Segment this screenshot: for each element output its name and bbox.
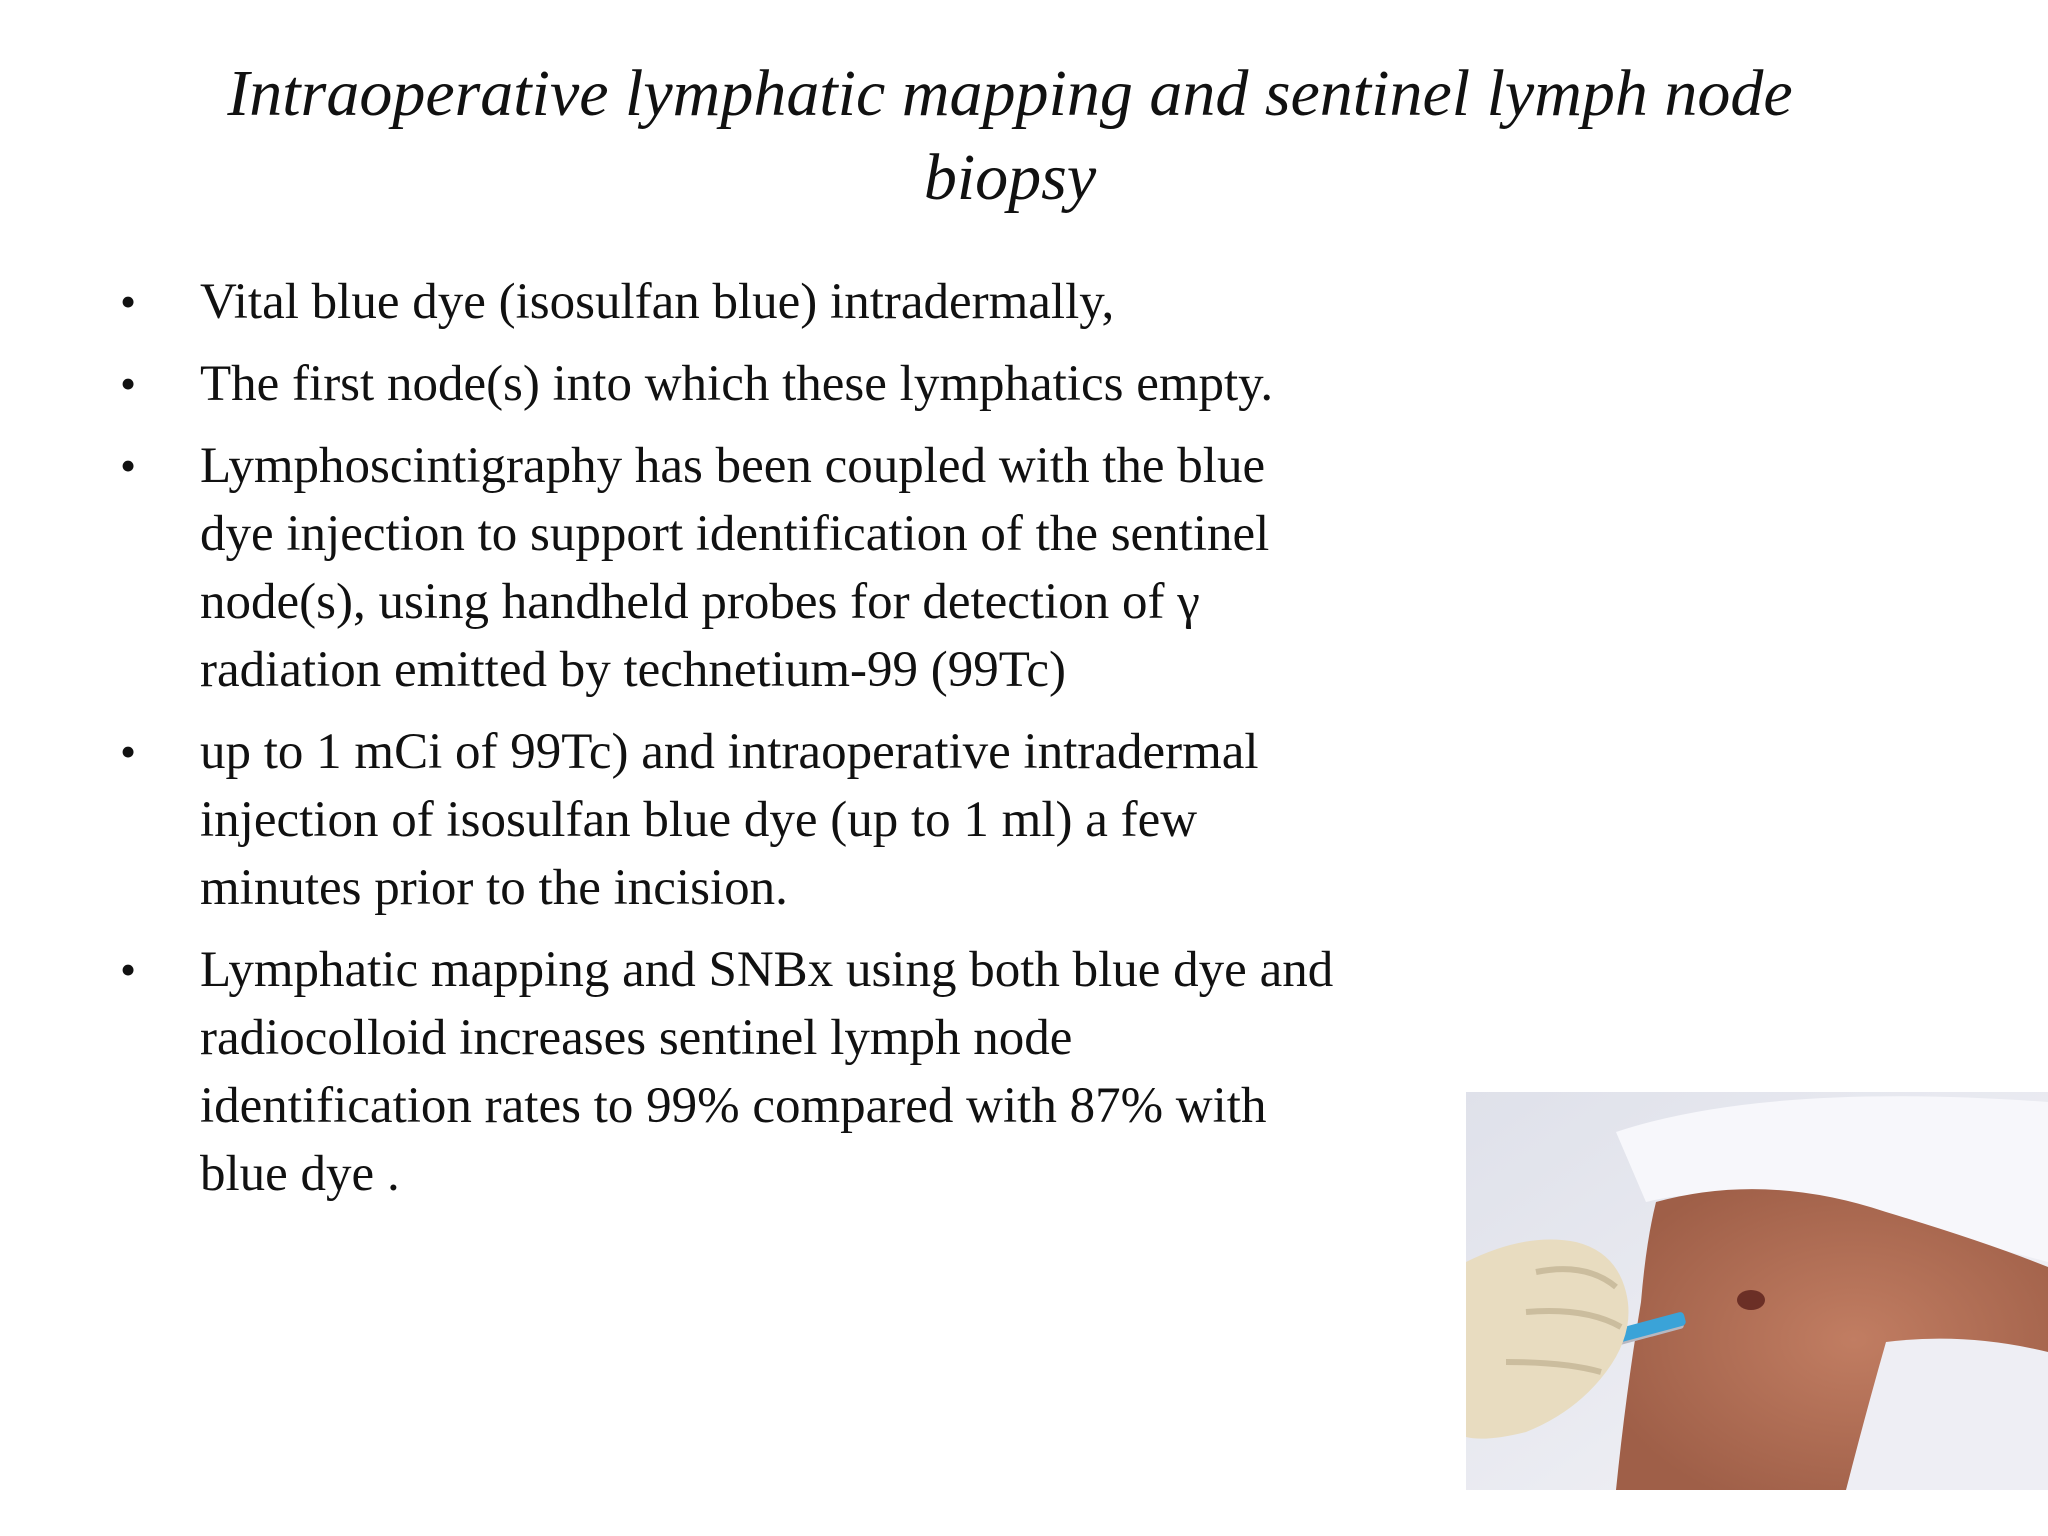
bullet-line: identification rates to 99% compared with 87% with — [200, 1078, 1267, 1134]
bullet-symbol: • — [120, 726, 137, 777]
bullet-item — [0, 936, 1500, 1208]
injection-photo — [1466, 1092, 2048, 1490]
bullet-symbol: • — [120, 358, 137, 409]
injection-mark — [1737, 1290, 1765, 1310]
bullet-symbol: • — [120, 276, 137, 327]
bullet-line: minutes prior to the incision. — [200, 860, 788, 916]
bullet-list — [0, 268, 1500, 1222]
bullet-line: injection of isosulfan blue dye (up to 1 ml) a few — [200, 792, 1198, 848]
bullet-line: node(s), using handheld probes for detection of γ — [200, 574, 1200, 630]
injection-illustration — [1466, 1092, 2048, 1490]
bullet-line: blue dye . — [200, 1146, 400, 1202]
bullet-line: radiation emitted by technetium-99 (99Tc) — [200, 642, 1066, 698]
bullet-item — [0, 350, 1500, 418]
bullet-symbol: • — [120, 440, 137, 491]
bullet-line: The first node(s) into which these lymphatics empty. — [200, 356, 1274, 412]
bullet-item — [0, 432, 1500, 704]
bullet-line: up to 1 mCi of 99Tc) and intraoperative intradermal — [200, 724, 1259, 780]
slide-title: Intraoperative lymphatic mapping and sentinel lymph node biopsy — [227, 57, 1793, 214]
bullet-line: Lymphatic mapping and SNBx using both blue dye and — [200, 942, 1334, 998]
bullet-line: Vital blue dye (isosulfan blue) intradermally, — [200, 274, 1115, 330]
bullet-line: dye injection to support identification of the sentinel — [200, 506, 1270, 562]
bullet-line: radiocolloid increases sentinel lymph node — [200, 1010, 1073, 1066]
bullet-line: Lymphoscintigraphy has been coupled with the blue — [200, 438, 1266, 494]
bullet-item — [0, 268, 1500, 336]
bullet-symbol: • — [120, 944, 137, 995]
bullet-item — [0, 718, 1500, 922]
